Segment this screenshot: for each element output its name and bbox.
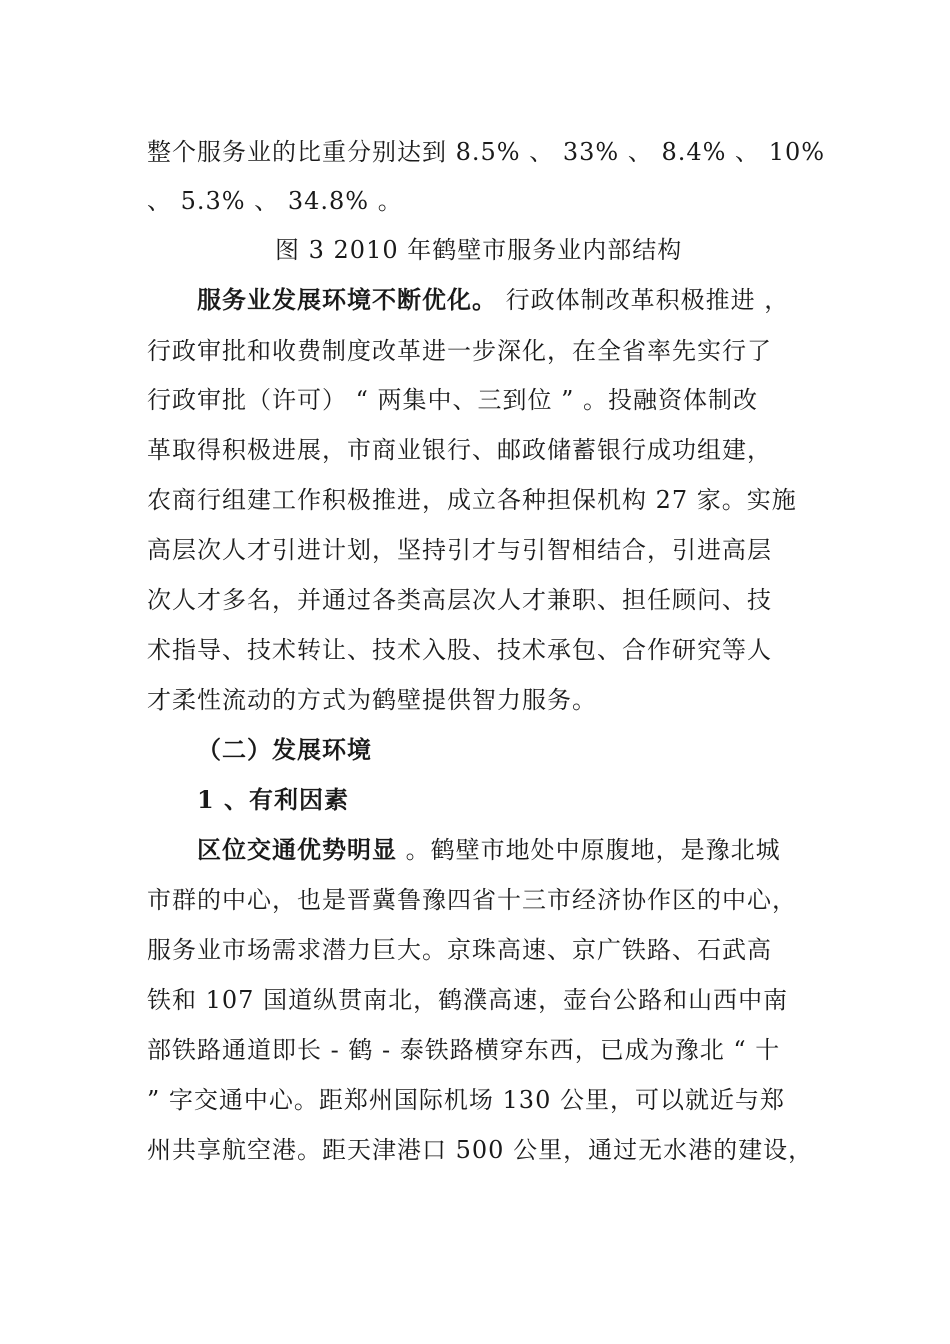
text-run: 整个服务业的比重分别达到 8.5% 、 33% 、 8.4% 、 10% bbox=[147, 138, 826, 166]
section-heading bbox=[197, 735, 372, 765]
text-run: 部铁路通道即长 - 鹤 - 泰铁路横穿东西，已成为豫北 “ 十 bbox=[147, 1036, 781, 1064]
paragraph-line bbox=[147, 1035, 780, 1065]
paragraph-line bbox=[147, 635, 772, 665]
bold-lead-text: 区位交通优势明显 bbox=[197, 835, 397, 864]
paragraph-line bbox=[147, 1085, 785, 1115]
paragraph-line bbox=[147, 585, 772, 615]
heading-text: （二）发展环境 bbox=[197, 735, 372, 764]
text-run: 高层次人才引进计划，坚持引才与引智相结合，引进高层 bbox=[147, 536, 772, 564]
paragraph-line bbox=[147, 435, 772, 465]
paragraph-line bbox=[147, 685, 597, 715]
text-run: 、 5.3% 、 34.8% 。 bbox=[147, 187, 403, 215]
bold-lead-text: 服务业发展环境不断优化。 bbox=[197, 285, 497, 314]
paragraph-line bbox=[147, 985, 788, 1015]
paragraph-line bbox=[147, 535, 772, 565]
text-run: 次人才多名，并通过各类高层次人才兼职、担任顾问、技 bbox=[147, 586, 772, 614]
text-run: 行政审批（许可） “ 两集中、三到位 ” 。投融资体制改 bbox=[147, 386, 759, 414]
text-run: 行政体制改革积极推进 ， bbox=[497, 286, 790, 314]
text-run: ” 字交通中心。距郑州国际机场 130 公里，可以就近与郑 bbox=[147, 1086, 785, 1114]
paragraph-line bbox=[147, 336, 772, 366]
paragraph-line bbox=[147, 485, 797, 515]
paragraph-line bbox=[147, 935, 772, 965]
text-run: 才柔性流动的方式为鹤壁提供智力服务。 bbox=[147, 686, 597, 714]
paragraph-line bbox=[147, 1135, 813, 1165]
text-run: 术指导、技术转让、技术入股、技术承包、合作研究等人 bbox=[147, 636, 772, 664]
paragraph-line bbox=[147, 885, 797, 915]
paragraph-line bbox=[197, 835, 781, 865]
text-run: 行政审批和收费制度改革进一步深化，在全省率先实行了 bbox=[147, 337, 772, 365]
subsection-heading bbox=[197, 785, 349, 815]
caption-text: 图 3 2010 年鹤壁市服务业内部结构 bbox=[275, 236, 683, 264]
figure-caption bbox=[275, 235, 682, 265]
text-run: 农商行组建工作积极推进，成立各种担保机构 27 家。实施 bbox=[147, 486, 797, 514]
text-run: 革取得积极进展，市商业银行、邮政储蓄银行成功组建， bbox=[147, 436, 772, 464]
text-run: 铁和 107 国道纵贯南北，鹤濮高速，壶台公路和山西中南 bbox=[147, 986, 789, 1014]
heading-text: 1 、有利因素 bbox=[197, 785, 350, 814]
text-run: 。鹤壁市地处中原腹地，是豫北城 bbox=[397, 836, 781, 864]
paragraph-line bbox=[147, 385, 758, 415]
text-run: 州共享航空港。距天津港口 500 公里，通过无水港的建设， bbox=[147, 1136, 814, 1164]
paragraph-line bbox=[147, 137, 825, 167]
text-run: 服务业市场需求潜力巨大。京珠高速、京广铁路、石武高 bbox=[147, 936, 772, 964]
paragraph-line bbox=[147, 186, 403, 216]
paragraph-line bbox=[197, 285, 789, 315]
text-run: 市群的中心，也是晋冀鲁豫四省十三市经济协作区的中心， bbox=[147, 886, 797, 914]
